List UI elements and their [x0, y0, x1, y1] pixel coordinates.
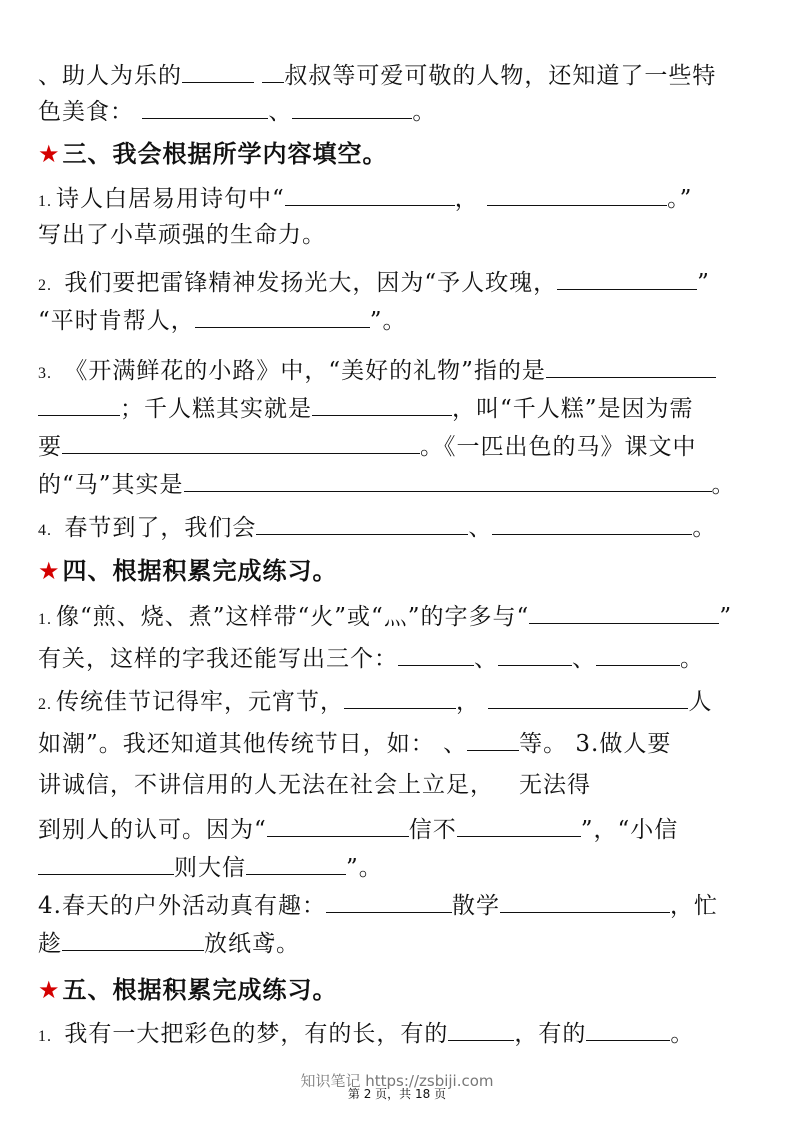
text: 讲诚信，不讲信用的人无法在社会上立足，: [38, 772, 494, 798]
star-icon: ★: [38, 140, 61, 168]
blank[interactable]: [344, 686, 456, 709]
section-heading: [38, 138, 388, 170]
text: 放纸鸢。: [204, 931, 300, 957]
question-1: [38, 601, 758, 635]
text: 3.做人要: [575, 731, 672, 757]
blank[interactable]: [184, 469, 712, 492]
blank[interactable]: [586, 1018, 670, 1041]
text: 。: [412, 99, 437, 125]
text: ”: [719, 604, 733, 630]
section-title: 四、根据积累完成练习。: [62, 557, 338, 585]
text: 。: [692, 515, 717, 541]
blank[interactable]: [62, 431, 420, 454]
text: 、: [474, 646, 498, 672]
blank[interactable]: [312, 393, 452, 416]
text-line: [38, 728, 758, 759]
text: 。: [711, 472, 736, 498]
text: 则大信: [174, 855, 246, 881]
blank[interactable]: [142, 96, 268, 119]
text: ，: [456, 689, 480, 715]
text: 像“煎、烧、煮”这样带“火”或“灬”的字多与“: [56, 604, 530, 630]
star-icon: ★: [38, 557, 61, 585]
text-line: [38, 770, 758, 800]
text: 、: [268, 99, 293, 125]
blank[interactable]: [487, 183, 667, 206]
blank[interactable]: [557, 267, 697, 290]
text: 、: [443, 731, 468, 757]
text: ，叫“千人糕”是因为需: [452, 396, 694, 422]
text: 散学: [451, 893, 500, 919]
text-line: [38, 852, 758, 883]
star-icon: ★: [38, 976, 61, 1004]
question-number: 1.: [38, 611, 52, 628]
page-footer: [0, 1070, 794, 1108]
question-1: [38, 1018, 758, 1052]
text-line: [38, 469, 758, 500]
blank[interactable]: [500, 890, 670, 913]
question-2: [38, 267, 758, 301]
blank[interactable]: [529, 601, 719, 624]
blank[interactable]: [38, 852, 174, 875]
question-3: [38, 814, 758, 845]
text: ，忙: [669, 893, 718, 919]
blank[interactable]: [448, 1018, 514, 1041]
blank[interactable]: [498, 643, 572, 666]
text: 趁: [38, 931, 62, 957]
text: 《开满鲜花的小路》中，“美好的礼物”指的是: [64, 358, 546, 384]
text: 信不: [408, 817, 457, 843]
text-line: [38, 431, 758, 462]
text: 叔叔等可爱可敬的人物，还知道了一些特: [284, 63, 717, 89]
text: 、: [572, 646, 596, 672]
blank[interactable]: [488, 686, 688, 709]
text: 我们要把雷锋精神发扬光大，因为“予人玫瑰，: [64, 270, 558, 296]
text-line: [38, 220, 758, 250]
blank[interactable]: [62, 928, 204, 951]
text: 春节到了，我们会: [64, 515, 257, 541]
text: 诗人白居易用诗句中“: [56, 186, 285, 212]
question-number: 1.: [38, 1028, 52, 1045]
blank[interactable]: [492, 512, 692, 535]
text: 到别人的认可。因为“: [38, 817, 267, 843]
blank[interactable]: [457, 814, 581, 837]
text: 有关，这样的字我还能写出三个：: [38, 646, 398, 672]
text-line: [38, 928, 758, 959]
question-number: 3.: [38, 365, 52, 382]
text: ”: [697, 270, 710, 296]
section-title: 三、我会根据所学内容填空。: [62, 140, 388, 168]
text: 。: [670, 1021, 695, 1047]
blank[interactable]: [267, 814, 409, 837]
watermark: 知识笔记 https://zsbiji.com: [300, 1072, 494, 1090]
question-3: [38, 355, 758, 389]
text: ，: [454, 186, 479, 212]
question-2: [38, 686, 758, 720]
text: “平时肯帮人，: [38, 308, 195, 334]
text: ”。: [346, 855, 383, 881]
section-heading: [38, 974, 338, 1006]
text: 人: [688, 689, 713, 715]
text: 如潮”。我还知道其他传统节日，如：: [38, 731, 435, 757]
blank[interactable]: [546, 355, 716, 378]
text-line: [38, 96, 758, 127]
page-number: 第 2 页，共 18 页: [347, 1087, 447, 1101]
text: 写出了小草顽强的生命力。: [38, 222, 326, 248]
text: 、: [468, 515, 493, 541]
text: 4.春天的户外活动真有趣：: [38, 893, 326, 919]
blank[interactable]: [596, 643, 680, 666]
question-4: [38, 890, 758, 921]
blank[interactable]: [398, 643, 474, 666]
text: ”，“小信: [580, 817, 679, 843]
question-number: 4.: [38, 522, 52, 539]
text-line: [38, 60, 758, 91]
text: 无法得: [518, 772, 591, 798]
blank[interactable]: [182, 60, 254, 83]
text: 色美食：: [38, 99, 134, 125]
blank[interactable]: [38, 393, 120, 416]
text: ，有的: [514, 1021, 587, 1047]
blank[interactable]: [467, 728, 519, 751]
text: 等。: [519, 731, 568, 757]
text: 、助人为乐的: [38, 63, 182, 89]
blank[interactable]: [246, 852, 346, 875]
text: 我有一大把彩色的梦，有的长，有的: [64, 1021, 449, 1047]
text: 。《一匹出色的马》课文中: [420, 434, 697, 460]
question-number: 2.: [38, 696, 52, 713]
question-1: [38, 183, 758, 217]
text: ；千人糕其实就是: [120, 396, 312, 422]
text: 要: [38, 434, 62, 460]
blank[interactable]: [292, 96, 412, 119]
section-heading: [38, 555, 338, 587]
text: 。: [680, 646, 704, 672]
text-line: [38, 393, 758, 424]
text: 的“马”其实是: [38, 472, 184, 498]
question-number: 2.: [38, 277, 52, 294]
blank[interactable]: [256, 512, 468, 535]
blank[interactable]: [285, 183, 455, 206]
section-title: 五、根据积累完成练习。: [62, 976, 338, 1004]
blank[interactable]: [262, 60, 284, 83]
blank[interactable]: [326, 890, 452, 913]
text-line: [38, 643, 758, 674]
question-number: 1.: [38, 193, 52, 210]
blank[interactable]: [195, 305, 370, 328]
question-4: [38, 512, 758, 546]
text-line: [38, 305, 758, 336]
text: 传统佳节记得牢，元宵节，: [56, 689, 344, 715]
text: ”。: [369, 308, 407, 334]
text: 。”: [667, 186, 693, 212]
